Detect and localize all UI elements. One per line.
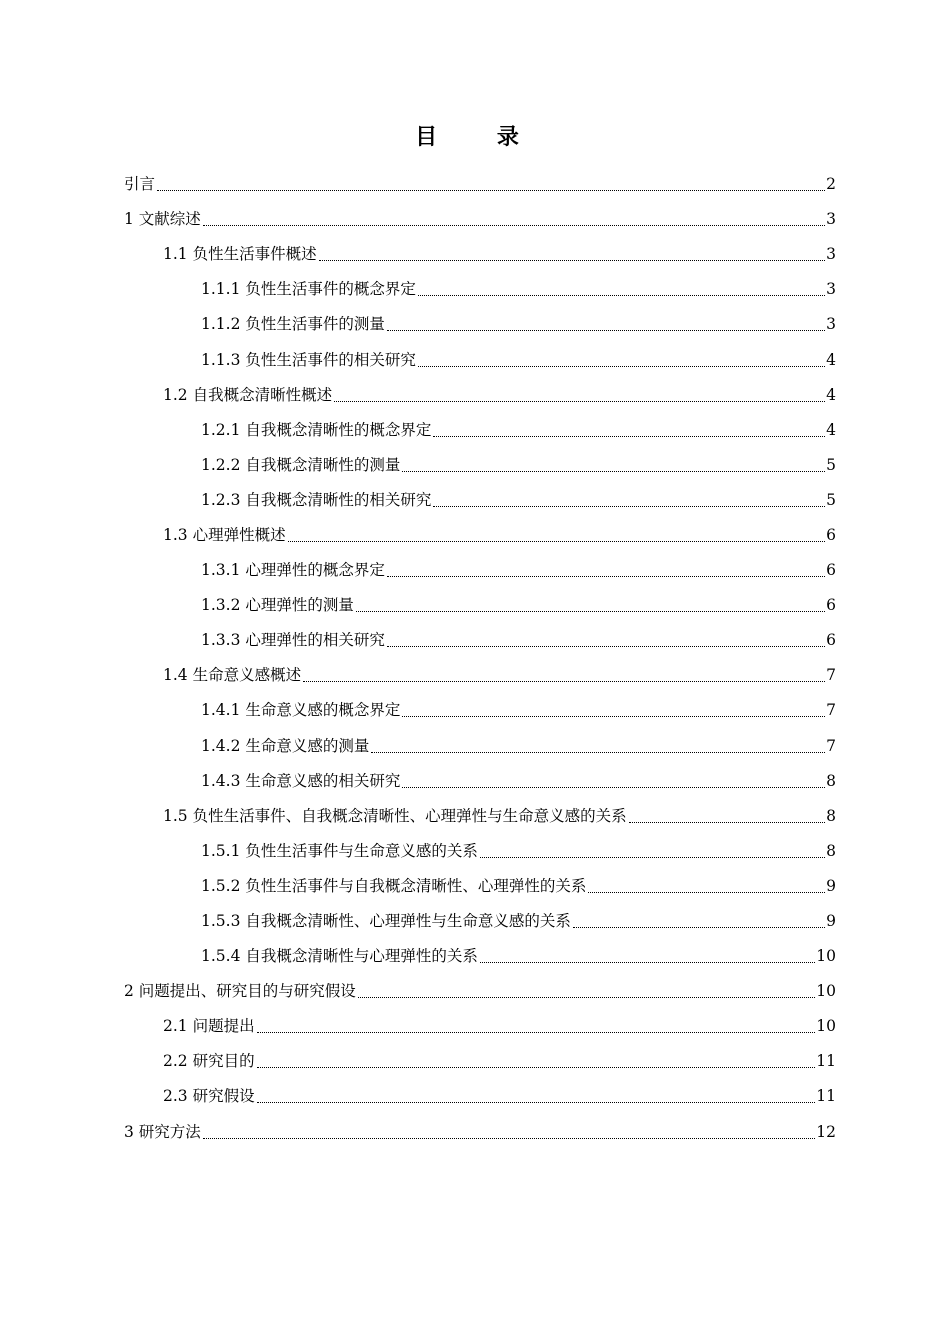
toc-entry-title: 1.2.2 自我概念清晰性的测量 bbox=[201, 455, 401, 474]
dot-leader bbox=[257, 1032, 816, 1033]
toc-entry-page-number: 10 bbox=[816, 1017, 836, 1036]
toc-entry-title: 1.4.3 生命意义感的相关研究 bbox=[201, 771, 401, 790]
dot-leader bbox=[387, 576, 825, 577]
toc-entry[interactable] bbox=[0, 167, 950, 202]
toc-entry-page-number: 7 bbox=[826, 736, 836, 755]
toc-entry-page-number: 8 bbox=[826, 806, 836, 825]
toc-entry[interactable] bbox=[0, 693, 950, 728]
dot-leader bbox=[358, 997, 815, 998]
toc-entry-title: 1.1.2 负性生活事件的测量 bbox=[201, 315, 385, 334]
dot-leader bbox=[203, 225, 825, 226]
toc-entry-title: 1.3.2 心理弹性的测量 bbox=[201, 596, 354, 615]
toc-entry-page-number: 4 bbox=[826, 385, 836, 404]
dot-leader bbox=[418, 295, 825, 296]
toc-entry-title: 2.2 研究目的 bbox=[163, 1052, 255, 1071]
toc-entry[interactable] bbox=[0, 1044, 950, 1079]
dot-leader bbox=[418, 366, 825, 367]
dot-leader bbox=[402, 471, 825, 472]
toc-entry-title: 1.1.3 负性生活事件的相关研究 bbox=[201, 350, 416, 369]
toc-entry[interactable] bbox=[0, 1009, 950, 1044]
toc-entry-page-number: 11 bbox=[816, 1087, 836, 1106]
dot-leader bbox=[480, 857, 825, 858]
toc-entry[interactable] bbox=[0, 1115, 950, 1150]
toc-entry-title: 1.5.1 负性生活事件与生命意义感的关系 bbox=[201, 841, 478, 860]
dot-leader bbox=[387, 646, 825, 647]
dot-leader bbox=[588, 892, 825, 893]
toc-entry-page-number: 7 bbox=[826, 666, 836, 685]
toc-entry-title: 3 研究方法 bbox=[124, 1122, 201, 1141]
toc-entry[interactable] bbox=[0, 378, 950, 413]
toc-entry-page-number: 4 bbox=[826, 350, 836, 369]
toc-entry-page-number: 10 bbox=[816, 947, 836, 966]
toc-entry-page-number: 6 bbox=[826, 561, 836, 580]
dot-leader bbox=[203, 1138, 815, 1139]
toc-entry-title: 1.3.1 心理弹性的概念界定 bbox=[201, 561, 385, 580]
toc-entry-title: 2.1 问题提出 bbox=[163, 1017, 255, 1036]
toc-entry-title: 1.3.3 心理弹性的相关研究 bbox=[201, 631, 385, 650]
dot-leader bbox=[257, 1102, 816, 1103]
toc-entry-page-number: 9 bbox=[826, 876, 836, 895]
toc-entry-page-number: 5 bbox=[826, 455, 836, 474]
toc-entry-title: 1.5.3 自我概念清晰性、心理弹性与生命意义感的关系 bbox=[201, 912, 571, 931]
toc-entry[interactable] bbox=[0, 272, 950, 307]
toc-entry[interactable] bbox=[0, 342, 950, 377]
dot-leader bbox=[319, 260, 826, 261]
toc-entry-page-number: 12 bbox=[816, 1122, 836, 1141]
toc-entry-page-number: 3 bbox=[826, 245, 836, 264]
toc-entry[interactable] bbox=[0, 588, 950, 623]
toc-entry[interactable] bbox=[0, 834, 950, 869]
toc-entry-title: 1.4.2 生命意义感的测量 bbox=[201, 736, 370, 755]
dot-leader bbox=[480, 962, 815, 963]
toc-entry-page-number: 3 bbox=[826, 280, 836, 299]
toc-entry-page-number: 6 bbox=[826, 525, 836, 544]
dot-leader bbox=[356, 611, 825, 612]
toc-entry-page-number: 6 bbox=[826, 631, 836, 650]
toc-entry[interactable] bbox=[0, 869, 950, 904]
dot-leader bbox=[402, 716, 825, 717]
dot-leader bbox=[371, 752, 825, 753]
toc-entry-title: 1.1.1 负性生活事件的概念界定 bbox=[201, 280, 416, 299]
dot-leader bbox=[334, 401, 825, 402]
toc-entry-page-number: 8 bbox=[826, 771, 836, 790]
dot-leader bbox=[387, 330, 825, 331]
toc-entry-title: 2.3 研究假设 bbox=[163, 1087, 255, 1106]
toc-entry-title: 1.2.3 自我概念清晰性的相关研究 bbox=[201, 490, 432, 509]
toc-entry-title: 1 文献综述 bbox=[124, 210, 201, 229]
toc-entry-page-number: 8 bbox=[826, 841, 836, 860]
toc-entry-page-number: 7 bbox=[826, 701, 836, 720]
toc-entry[interactable] bbox=[0, 799, 950, 834]
dot-leader bbox=[157, 190, 825, 191]
toc-entry[interactable] bbox=[0, 729, 950, 764]
toc-entry-title: 1.4 生命意义感概述 bbox=[163, 666, 302, 685]
toc-entry-page-number: 2 bbox=[826, 175, 836, 194]
toc-entry-title: 2 问题提出、研究目的与研究假设 bbox=[124, 982, 356, 1001]
toc-entry[interactable] bbox=[0, 202, 950, 237]
toc-entry-page-number: 6 bbox=[826, 596, 836, 615]
toc-entry-title: 1.2.1 自我概念清晰性的概念界定 bbox=[201, 420, 432, 439]
toc-entry[interactable] bbox=[0, 553, 950, 588]
toc-entry[interactable] bbox=[0, 764, 950, 799]
dot-leader bbox=[257, 1067, 816, 1068]
toc-entry-title: 引言 bbox=[124, 175, 156, 194]
toc-entry[interactable] bbox=[0, 904, 950, 939]
toc-entry[interactable] bbox=[0, 518, 950, 553]
dot-leader bbox=[303, 681, 825, 682]
dot-leader bbox=[629, 822, 826, 823]
toc-entry-page-number: 9 bbox=[826, 912, 836, 931]
toc-entry-title: 1.3 心理弹性概述 bbox=[163, 525, 286, 544]
dot-leader bbox=[288, 541, 826, 542]
toc-entry-page-number: 10 bbox=[816, 982, 836, 1001]
toc-entry-title: 1.5.2 负性生活事件与自我概念清晰性、心理弹性的关系 bbox=[201, 876, 587, 895]
toc-entry[interactable] bbox=[0, 483, 950, 518]
toc-title: 目 录 bbox=[415, 125, 545, 150]
toc-entry[interactable] bbox=[0, 237, 950, 272]
dot-leader bbox=[573, 927, 825, 928]
toc-entry[interactable] bbox=[0, 974, 950, 1009]
toc-entry[interactable] bbox=[0, 448, 950, 483]
toc-entry[interactable] bbox=[0, 939, 950, 974]
toc-entry[interactable] bbox=[0, 1079, 950, 1114]
toc-entry-page-number: 5 bbox=[826, 490, 836, 509]
toc-entry-page-number: 11 bbox=[816, 1052, 836, 1071]
toc-entry[interactable] bbox=[0, 623, 950, 658]
toc-entry-page-number: 4 bbox=[826, 420, 836, 439]
table-of-contents bbox=[0, 167, 950, 1150]
toc-entry[interactable] bbox=[0, 307, 950, 342]
toc-entry-title: 1.5.4 自我概念清晰性与心理弹性的关系 bbox=[201, 947, 478, 966]
toc-entry[interactable] bbox=[0, 413, 950, 448]
dot-leader bbox=[402, 787, 825, 788]
toc-entry-title: 1.5 负性生活事件、自我概念清晰性、心理弹性与生命意义感的关系 bbox=[163, 806, 627, 825]
toc-entry-title: 1.2 自我概念清晰性概述 bbox=[163, 385, 333, 404]
toc-entry-title: 1.1 负性生活事件概述 bbox=[163, 245, 317, 264]
toc-entry-page-number: 3 bbox=[826, 315, 836, 334]
dot-leader bbox=[433, 506, 825, 507]
dot-leader bbox=[433, 436, 825, 437]
toc-entry-title: 1.4.1 生命意义感的概念界定 bbox=[201, 701, 401, 720]
toc-entry-page-number: 3 bbox=[826, 210, 836, 229]
toc-entry[interactable] bbox=[0, 658, 950, 693]
